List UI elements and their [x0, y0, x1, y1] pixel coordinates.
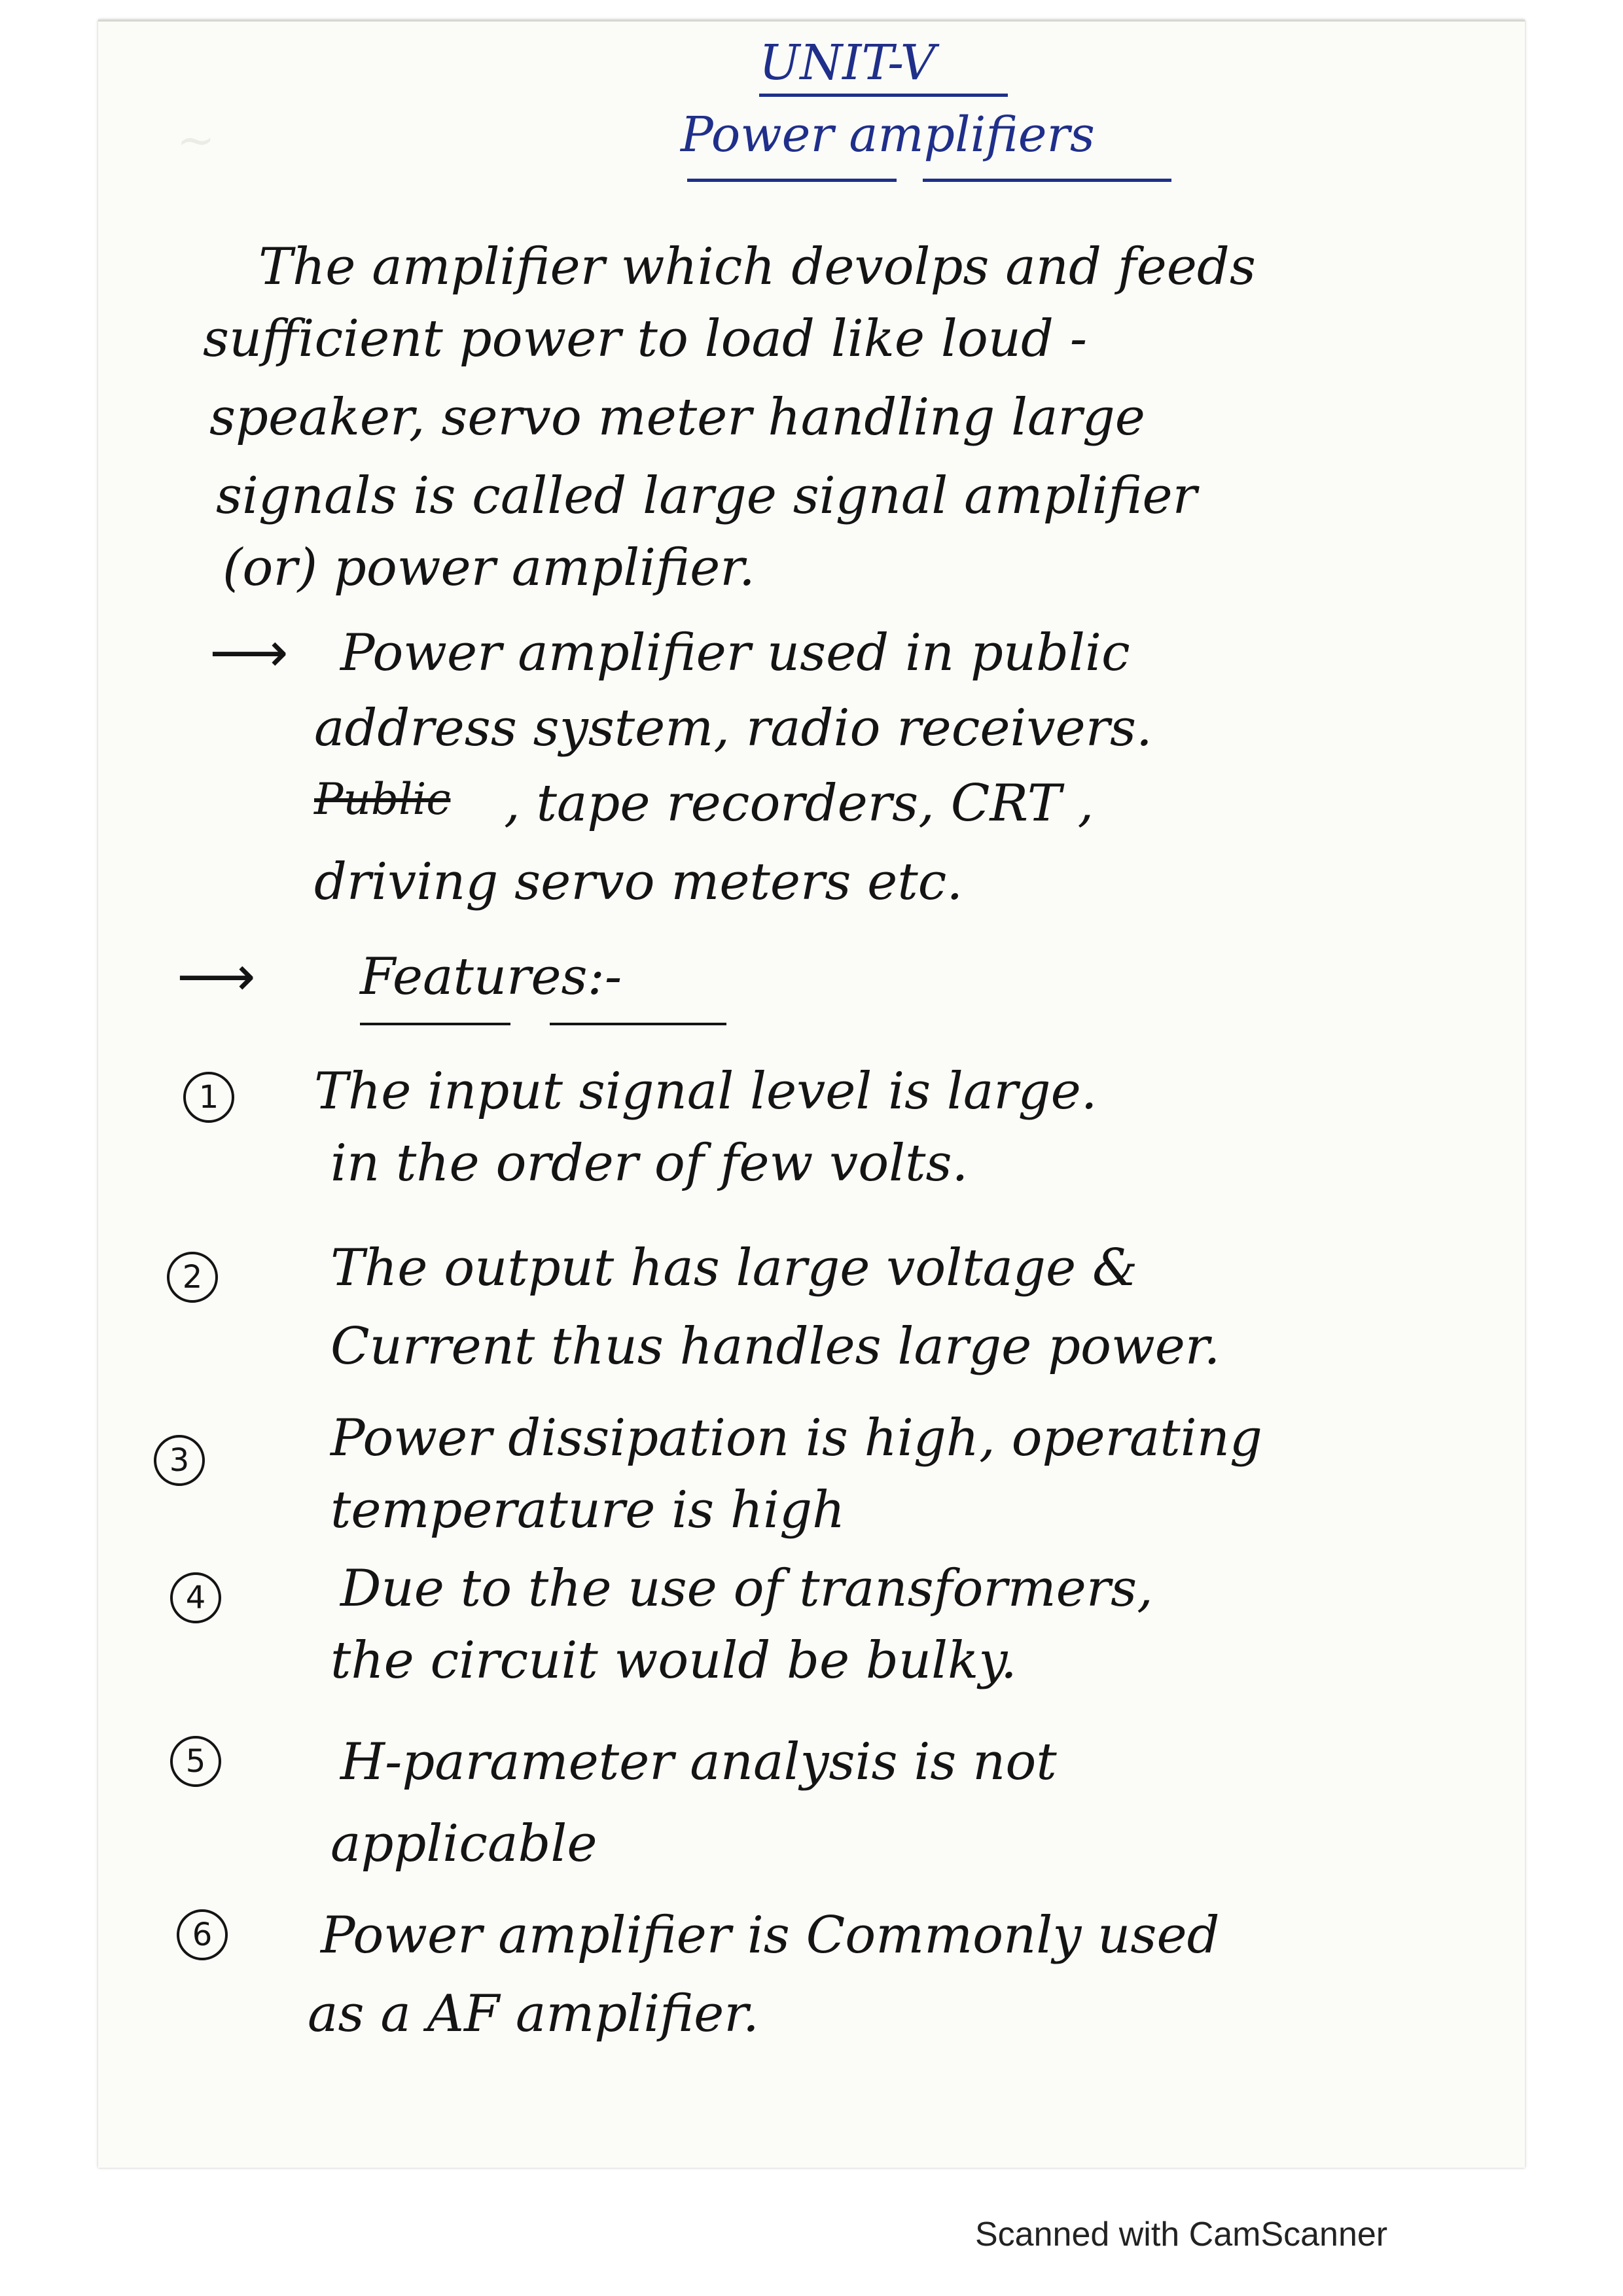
feature-1-line-1: The input signal level is large. [314, 1062, 1097, 1121]
feature-6-line-2: as a AF amplifier. [308, 1985, 759, 2043]
feature-1-line-2: in the order of few volts. [330, 1134, 969, 1193]
feature-5-line-2: applicable [330, 1814, 597, 1873]
feature-number-5: 5 [170, 1736, 221, 1787]
feature-number-1: 1 [183, 1072, 234, 1123]
feature-3-line-1: Power dissipation is high, operating [330, 1409, 1262, 1468]
uses-struck-word: Public [314, 774, 451, 824]
unit-underline [759, 94, 1008, 97]
show-through-text: ~ [177, 113, 215, 167]
features-heading: Features:- [360, 947, 622, 1006]
uses-line-3: , tape recorders, CRT , [504, 774, 1094, 833]
notebook-page [98, 20, 1525, 2168]
feature-3-line-2: temperature is high [330, 1481, 846, 1540]
feature-2-line-2: Current thus handles large power. [330, 1317, 1221, 1376]
uses-line-1: Power amplifier used in public [340, 624, 1130, 682]
scanner-watermark: Scanned with CamScanner [975, 2216, 1388, 2253]
feature-number-2: 2 [167, 1252, 218, 1303]
feature-number-6: 6 [177, 1909, 228, 1960]
feature-5-line-1: H-parameter analysis is not [340, 1733, 1057, 1792]
feature-number-4: 4 [170, 1572, 221, 1623]
title-underline-2 [923, 179, 1171, 182]
title-underline-1 [687, 179, 897, 182]
features-underline-left [360, 1023, 510, 1025]
uses-line-4: driving servo meters etc. [314, 853, 963, 911]
page-title: Power amplifiers [681, 107, 1095, 163]
feature-4-line-1: Due to the use of transformers, [340, 1559, 1153, 1618]
intro-line-4: signals is called large signal amplifier [216, 467, 1197, 525]
intro-line-2: sufficient power to load like loud - [203, 309, 1088, 368]
intro-line-1: The amplifier which devolps and feeds [259, 238, 1256, 296]
feature-4-line-2: the circuit would be bulky. [330, 1631, 1017, 1690]
features-arrow-icon: ⟶ [177, 944, 256, 1008]
uses-line-2: address system, radio receivers. [314, 699, 1152, 758]
uses-arrow-icon: ⟶ [209, 620, 289, 684]
feature-number-3: 3 [154, 1435, 205, 1486]
feature-6-line-1: Power amplifier is Commonly used [321, 1906, 1220, 1965]
features-underline-right [550, 1023, 726, 1025]
intro-line-5: (or) power amplifier. [223, 539, 755, 597]
intro-line-3: speaker, servo meter handling large [209, 388, 1145, 447]
unit-heading: UNIT-V [759, 35, 936, 91]
feature-2-line-1: The output has large voltage & [330, 1239, 1138, 1298]
